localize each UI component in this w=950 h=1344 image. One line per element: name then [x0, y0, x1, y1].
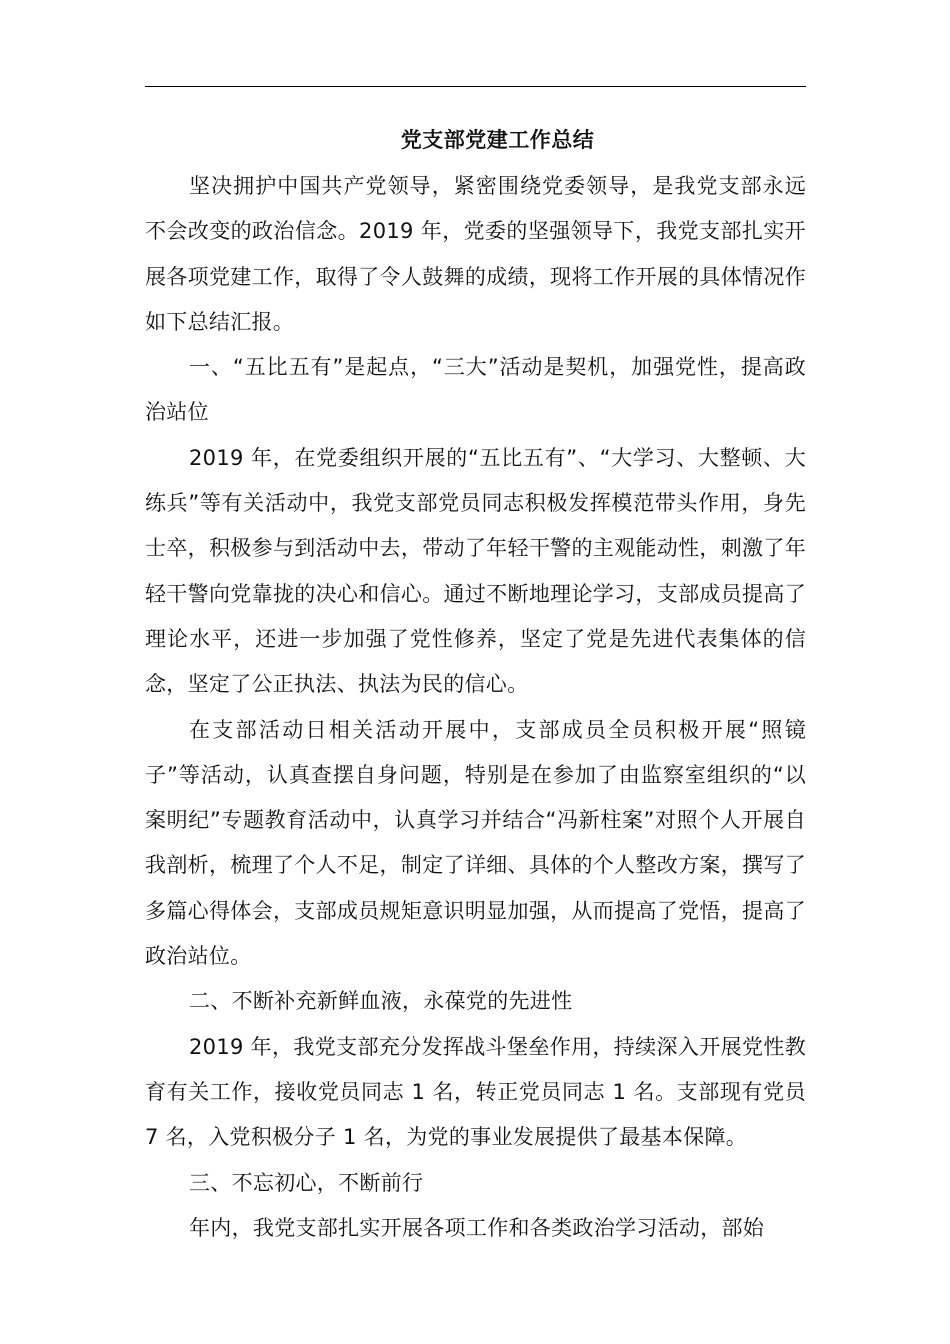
- header-rule: [145, 86, 806, 87]
- section-heading-2: 二、不断补充新鲜血液，永葆党的先进性: [189, 989, 573, 1014]
- paragraph-intro: 坚决拥护中国共产党领导，紧密围绕党委领导，是我党支部永远不会改变的政治信念。2019 年，党委的坚强领导下，我党支部扎实开展各项党建工作，取得了令人鼓舞的成绩，现将工作开展的具体情况作如下总结汇报。: [145, 174, 806, 334]
- paragraph-section-1a: 2019 年，在党委组织开展的“五比五有”、“大学习、大整顿、大练兵”等有关活动中，我党支部党员同志积极发挥模范带头作用，身先士卒，积极参与到活动中去，带动了年轻干警的主观能动性，刺激了年轻干警向党靠拢的决心和信心。通过不断地理论学习，支部成员提高了理论水平，还进一步加强了党性修养，坚定了党是先进代表集体的信念，坚定了公正执法、执法为民的信心。: [145, 445, 806, 697]
- document-title: 党支部党建工作总结: [400, 128, 595, 152]
- paragraph-section-3: 年内，我党支部扎实开展各项工作和各类政治学习活动，部始: [189, 1215, 765, 1240]
- section-heading-1: 一、“五比五有”是起点，“三大”活动是契机，加强党性，提高政治站位: [145, 355, 806, 425]
- section-heading-3: 三、不忘初心，不断前行: [189, 1170, 424, 1195]
- paragraph-section-2: 2019 年，我党支部充分发挥战斗堡垒作用，持续深入开展党性教育有关工作，接收党员同志 1 名，转正党员同志 1 名。支部现有党员 7 名，入党积极分子 1 名，为党的事业发展提供了最基本保障。: [145, 1034, 806, 1150]
- paragraph-section-1b: 在支部活动日相关活动开展中，支部成员全员积极开展“照镜子”等活动，认真查摆自身问题，特别是在参加了由监察室组织的“以案明纪”专题教育活动中，认真学习并结合“冯新柱案”对照个人开展自我剖析，梳理了个人不足，制定了详细、具体的个人整改方案，撰写了多篇心得体会，支部成员规矩意识明显加强，从而提高了党悟，提高了政治站位。: [145, 717, 806, 969]
- document-body: [145, 164, 806, 1251]
